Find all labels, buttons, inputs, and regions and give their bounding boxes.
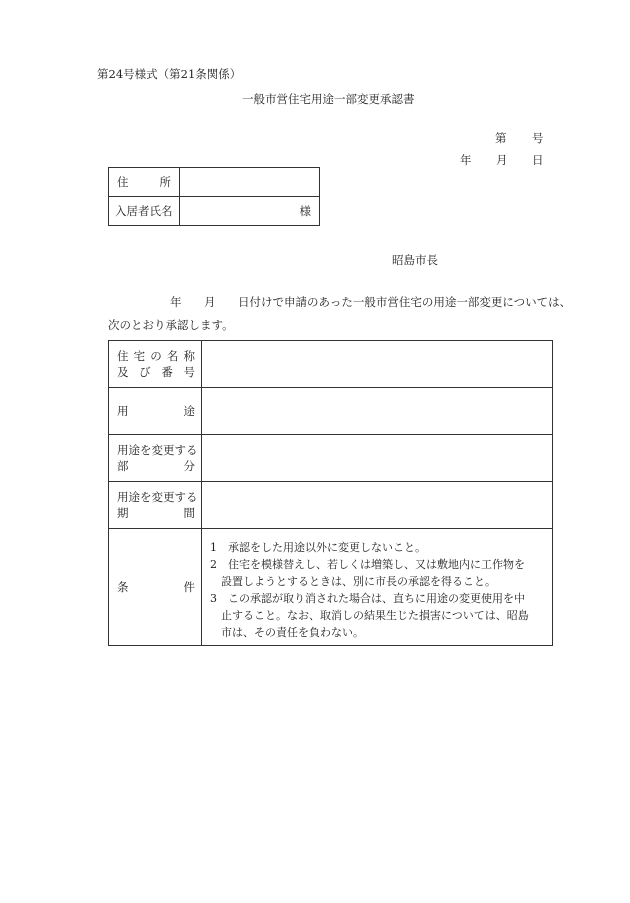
details-table (108, 340, 553, 646)
recipient-table (108, 167, 320, 226)
use-value-cell[interactable] (202, 388, 553, 435)
condition-3b: 止すること。なお、取消しの結果生じた損害については、昭島 (221, 609, 529, 622)
date-year-label: 年 (460, 153, 472, 167)
address-label-2: 所 (159, 175, 171, 189)
condition-3c: 市は、その責任を負わない。 (221, 626, 364, 639)
name-label-cell (109, 197, 180, 226)
condition-3a: 3 この承認が取り消された場合は、直ちに用途の変更使用を中 (210, 592, 525, 605)
document-title: 一般市営住宅用途一部変更承認書 (242, 92, 415, 106)
condition-1: 1 承認をした用途以外に変更しないこと。 (210, 541, 426, 554)
body-year: 年 (170, 295, 182, 309)
period-label-top: 用途を変更する (117, 490, 198, 504)
honorific-label: 様 (299, 204, 311, 218)
label-char: 件 (183, 580, 195, 594)
label-char: 途 (183, 404, 195, 418)
conditions-label-cell (109, 529, 202, 646)
label-char: 名 (166, 349, 179, 363)
label-char: 番 (161, 365, 173, 379)
address-value-cell[interactable] (180, 168, 320, 197)
condition-2b: 設置しようとするときは、別に市長の承認を得ること。 (221, 575, 496, 588)
body-month: 月 (204, 295, 216, 309)
label-char: 及 (117, 365, 129, 379)
body-line2: 次のとおり承認します。 (108, 318, 234, 332)
label-char: 称 (183, 349, 195, 363)
details-row-housing (109, 341, 553, 388)
label-char: 期 (117, 506, 129, 520)
label-char: 号 (183, 365, 195, 379)
name-label: 入居者氏名 (115, 204, 173, 218)
details-row-use (109, 388, 553, 435)
label-char: 分 (183, 459, 195, 473)
use-label-cell (109, 388, 202, 435)
label-char: 用 (117, 404, 129, 418)
form-number: 第24号様式（第21条関係） (97, 67, 242, 81)
number-dai-label: 第 (495, 131, 507, 145)
label-char: 部 (117, 459, 129, 473)
details-row-part (109, 435, 553, 482)
issuer-name: 昭島市長 (392, 253, 438, 267)
label-char: 宅 (133, 349, 146, 363)
condition-2a: 2 住宅を模様替えし、若しくは増築し、又は敷地内に工作物を (210, 558, 525, 571)
number-go-label: 号 (532, 131, 544, 145)
label-char: 住 (117, 349, 129, 363)
label-char: の (150, 349, 162, 363)
part-value-cell[interactable] (202, 435, 553, 482)
label-char: び (139, 365, 151, 379)
period-value-cell[interactable] (202, 482, 553, 529)
housing-value-cell[interactable] (202, 341, 553, 388)
body-line1: 日付けで申請のあった一般市営住宅の用途一部変更については、 (238, 295, 572, 309)
label-char: 条 (117, 580, 129, 594)
date-month-label: 月 (496, 153, 508, 167)
date-day-label: 日 (532, 153, 544, 167)
address-label-1: 住 (117, 175, 129, 189)
details-row-period (109, 482, 553, 529)
address-label-cell (109, 168, 180, 197)
label-char: 間 (183, 506, 195, 520)
housing-label-cell (109, 341, 202, 388)
part-label-cell (109, 435, 202, 482)
name-value-cell[interactable] (180, 197, 320, 226)
part-label-top: 用途を変更する (117, 443, 198, 457)
period-label-cell (109, 482, 202, 529)
details-row-conditions (109, 529, 553, 646)
conditions-value-cell (202, 529, 553, 646)
